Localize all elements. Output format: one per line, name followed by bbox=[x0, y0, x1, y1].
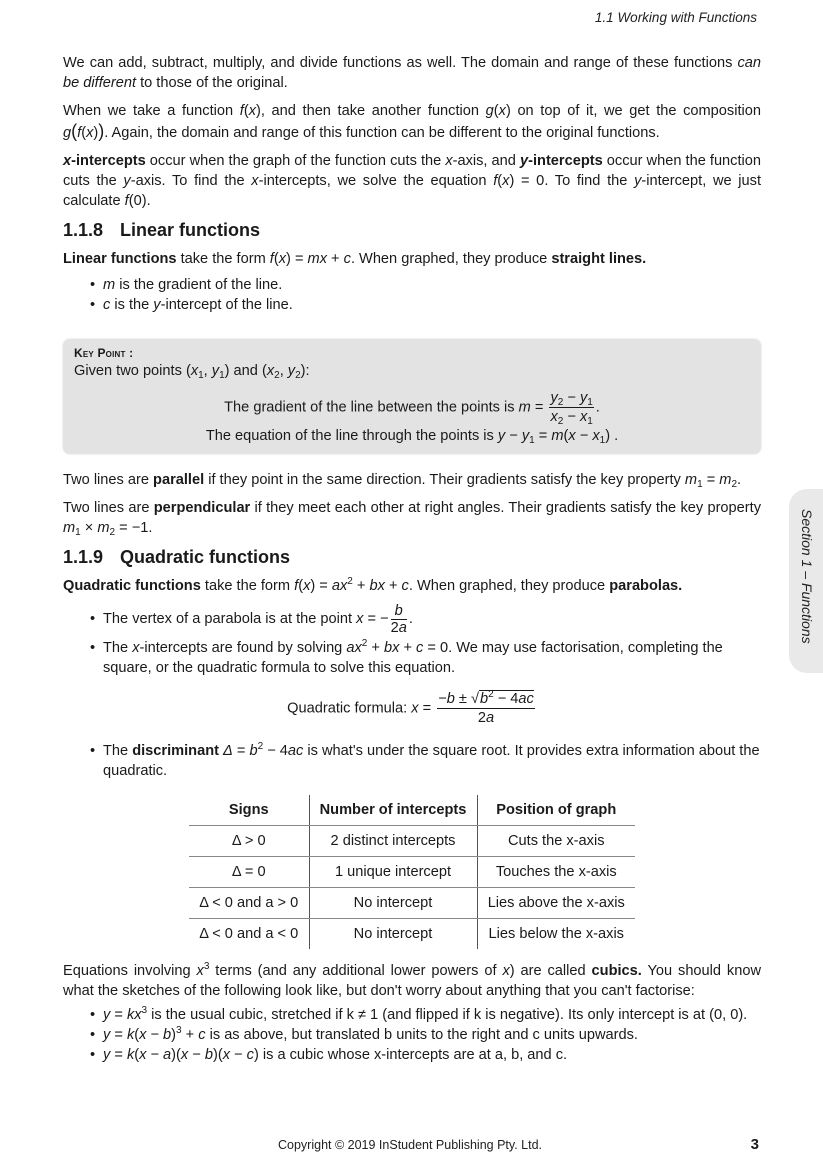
table-cell: Δ < 0 and a > 0 bbox=[189, 888, 309, 919]
term: parabolas. bbox=[609, 578, 683, 594]
text: if they point in the same direction. Their gradients satisfy the key property bbox=[204, 472, 685, 488]
math-var: y bbox=[153, 297, 161, 313]
section-number: 1.1.8 bbox=[63, 220, 104, 240]
term: discriminant bbox=[132, 743, 219, 759]
section-side-tab[interactable] bbox=[789, 489, 823, 673]
table-header: Number of intercepts bbox=[309, 795, 477, 826]
gradient-fraction: $\frac{y_2 - y_1}{x_2 - x_1}$ bbox=[550, 390, 593, 427]
table-cell: Δ < 0 and a < 0 bbox=[189, 919, 309, 950]
text: , and then take another function bbox=[260, 103, 486, 119]
list-item bbox=[103, 295, 761, 315]
table-cell: No intercept bbox=[309, 919, 477, 950]
table-header: Position of graph bbox=[477, 795, 635, 826]
list-item: • $y = kx^3$ is the usual cubic, stretched if k ≠ 1 (and flipped if k is negative). Its only intercept is at (0, 0). bbox=[103, 1005, 761, 1025]
math-var: m bbox=[103, 277, 116, 293]
term: cubics. bbox=[591, 963, 642, 979]
math-x: x bbox=[248, 103, 256, 119]
text: is the gradient of the line. bbox=[115, 277, 283, 293]
math-fx: f bbox=[239, 103, 244, 119]
line-equation: The equation of the line through the points is $y - y_1 = m(x - x_1)$ . bbox=[205, 428, 619, 446]
page-content bbox=[63, 53, 761, 1073]
text: The vertex of a parabola is at the point bbox=[103, 611, 357, 627]
list-item: • $y = k(x - b)^3 + c$ is as above, but translated b units to the right and c units upwards. bbox=[103, 1025, 761, 1045]
table-cell: 2 distinct intercepts bbox=[309, 826, 477, 857]
table-header: Signs bbox=[189, 795, 309, 826]
term: Linear functions bbox=[63, 251, 177, 267]
linear-lead: Linear functions take the form f(x) = mx + c. When graphed, they produce straight lines. bbox=[63, 251, 647, 267]
text: When we take a function bbox=[63, 103, 240, 119]
linear-bullets bbox=[63, 275, 761, 315]
text: is the usual cubic, stretched if k ≠ 1 (and flipped if k is negative). Its only intercept is at (0, 0). bbox=[147, 1007, 748, 1023]
table-row bbox=[189, 857, 635, 888]
text: We can add, subtract, multiply, and divide functions as well. The domain and range of these functions bbox=[63, 55, 738, 71]
term: straight lines. bbox=[551, 251, 647, 267]
text: The bbox=[103, 640, 133, 656]
text: Two lines are bbox=[63, 472, 154, 488]
key-point-title: Key Point : bbox=[74, 346, 134, 360]
gradient-formula: The gradient of the line between the points is m = $\frac{y_2 - y_1}{x_2 - x_1}$ . bbox=[224, 390, 600, 427]
text: The gradient of the line between the points is bbox=[224, 399, 519, 416]
text: . To find the bbox=[544, 173, 635, 189]
text: -axis, and bbox=[452, 153, 520, 169]
text: -intercept of the line. bbox=[160, 297, 293, 313]
table-row bbox=[189, 826, 635, 857]
vertex-fraction: $\frac{b}{2a}$ bbox=[390, 602, 407, 636]
running-header: 1.1 Working with Functions bbox=[594, 10, 757, 25]
quadratic-fraction: $\frac{-b \pm √b^2 - 4ac}{2a}$ bbox=[438, 689, 534, 726]
emphasis: can be different bbox=[63, 55, 761, 91]
discriminant-bullet bbox=[63, 741, 761, 781]
text: Two lines are bbox=[63, 500, 154, 516]
text: take the form bbox=[176, 251, 270, 267]
text: is the bbox=[110, 297, 154, 313]
table-cell: No intercept bbox=[309, 888, 477, 919]
text: -axis. To find the bbox=[130, 173, 252, 189]
table-cell: Δ > 0 bbox=[189, 826, 309, 857]
table-cell: 1 unique intercept bbox=[309, 857, 477, 888]
text: terms (and any additional lower powers of bbox=[209, 963, 503, 979]
term-x-intercepts: x-intercepts bbox=[63, 153, 146, 169]
cubics-bullets bbox=[63, 1005, 761, 1065]
text: -intercepts are found by solving bbox=[139, 640, 347, 656]
page-number: 3 bbox=[750, 1136, 759, 1153]
list-item-intercepts: • The x-intercepts are found by solving $ax^2$ + bx + c = 0. We may use factorisation, completing the square, or the quadratic formula to solve this equation. bbox=[103, 638, 761, 678]
key-point-box bbox=[63, 339, 761, 454]
term: Quadratic functions bbox=[63, 578, 201, 594]
formula-label: Quadratic formula: bbox=[287, 700, 412, 717]
text: occur when the graph of the function cuts the bbox=[145, 153, 446, 169]
quadratic-bullets bbox=[63, 600, 761, 678]
list-item bbox=[103, 275, 761, 295]
term: perpendicular bbox=[153, 500, 251, 516]
text: You should know what the sketches of the following look like, but don't worry about anything that you can't factorise: bbox=[63, 963, 762, 999]
text: . bbox=[146, 193, 151, 209]
section-heading-quadratic bbox=[63, 546, 761, 568]
section-number: 1.1.9 bbox=[63, 547, 104, 567]
side-tab-label: Section 1 – Functions bbox=[799, 509, 815, 644]
text: . When graphed, they produce bbox=[408, 578, 610, 594]
discriminant-table bbox=[189, 795, 635, 949]
text: occur when the function cuts the bbox=[63, 153, 761, 189]
perpendicular-paragraph: Two lines are perpendicular if they meet each other at right angles. Their gradients satisfy the key property $m_1 \times m_2 = -1$. bbox=[63, 500, 761, 538]
math-x: x bbox=[498, 103, 506, 119]
table-cell: Lies below the x-axis bbox=[488, 926, 624, 942]
table-cell: Cuts the x-axis bbox=[477, 826, 635, 857]
text: on top of it, we get the composition bbox=[510, 103, 761, 119]
text: is as above, but translated b units to the right and c units upwards. bbox=[205, 1027, 638, 1043]
table-cell: Lies above the x-axis bbox=[477, 888, 635, 919]
list-item-discriminant: • The discriminant $\Delta = b^2 - 4ac$ is what's under the square root. It provides extra information about the quadratic. bbox=[103, 741, 761, 781]
section-title: Linear functions bbox=[120, 220, 261, 240]
text: is what's under the square root. It provides extra information about the quadratic. bbox=[103, 743, 760, 779]
text: to those of the original. bbox=[136, 75, 288, 91]
text: . Again, the domain and range of this function can be different to the original functions. bbox=[104, 125, 660, 141]
math-var: c bbox=[103, 297, 111, 313]
text: The equation of the line through the points is bbox=[205, 428, 498, 444]
math-g: g bbox=[485, 103, 494, 119]
text: is a cubic whose x-intercepts are at a, b, and c. bbox=[258, 1047, 568, 1063]
term-y-intercepts: y-intercepts bbox=[519, 153, 603, 169]
math-f: f bbox=[77, 125, 82, 141]
key-point-given: Given two points ($x_1$, $y_1$) and ($x_2$, $y_2$): bbox=[74, 363, 310, 381]
section-title: Quadratic functions bbox=[120, 547, 291, 567]
section-heading-linear bbox=[63, 219, 761, 241]
cubics-paragraph: Equations involving $x^3$ terms (and any additional lower powers of x) are called cubics. You should know what the sketches of the following look like, but don't worry about anything that you can't factorise: bbox=[63, 961, 762, 999]
intro-paragraph-3: x-intercepts occur when the graph of the function cuts the x-axis, and y-intercepts occur when the function cuts the y-axis. To find the x-intercepts, we solve the equation f(x) = 0. To find the y-intercept, we just calculate f(0). bbox=[63, 153, 761, 209]
text: -intercept, we just calculate bbox=[63, 173, 761, 209]
text: -intercepts, we solve the equation bbox=[258, 173, 494, 189]
quadratic-lead: Quadratic functions take the form $f(x) = ax^2$ + bx + c. When graphed, they produce parabolas. bbox=[63, 576, 683, 594]
table-cell: Δ = 0 bbox=[189, 857, 309, 888]
text: The bbox=[103, 743, 133, 759]
intro-paragraph-1 bbox=[63, 53, 761, 93]
text: Equations involving bbox=[63, 963, 197, 979]
text: . When graphed, they produce bbox=[350, 251, 552, 267]
text: . We may use factorisation, completing the square, or the quadratic formula to solve this equation. bbox=[103, 640, 723, 676]
parallel-paragraph: Two lines are parallel if they point in the same direction. Their gradients satisfy the key property $m_1 = m_2$. bbox=[63, 472, 742, 490]
text: if they meet each other at right angles. Their gradients satisfy the key property bbox=[250, 500, 761, 516]
intro-paragraph-2: When we take a function f(x), and then take another function g(x) on top of it, we get the composition g(f(x)). Again, the domain and range of this function can be different to the original functions. bbox=[63, 103, 761, 141]
math-x: x bbox=[86, 125, 94, 141]
list-item-vertex: • The vertex of a parabola is at the point x = − $\frac{b}{2a}$ . bbox=[103, 600, 761, 638]
text: ) are called bbox=[509, 963, 592, 979]
text: take the form bbox=[200, 578, 295, 594]
table-cell: Touches the x-axis bbox=[477, 857, 635, 888]
footer-copyright: Copyright © 2019 InStudent Publishing Pty. Ltd. bbox=[278, 1138, 543, 1152]
term: parallel bbox=[153, 472, 205, 488]
math-g: g bbox=[63, 125, 72, 141]
table-row bbox=[189, 888, 635, 919]
quadratic-formula: Quadratic formula: x = $\frac{-b \pm √b^2 - 4ac}{2a}$ bbox=[287, 689, 534, 726]
table-row bbox=[189, 919, 635, 950]
list-item: • y = k(x − a)(x − b)(x − c) is a cubic whose x-intercepts are at a, b, and c. bbox=[103, 1045, 761, 1065]
